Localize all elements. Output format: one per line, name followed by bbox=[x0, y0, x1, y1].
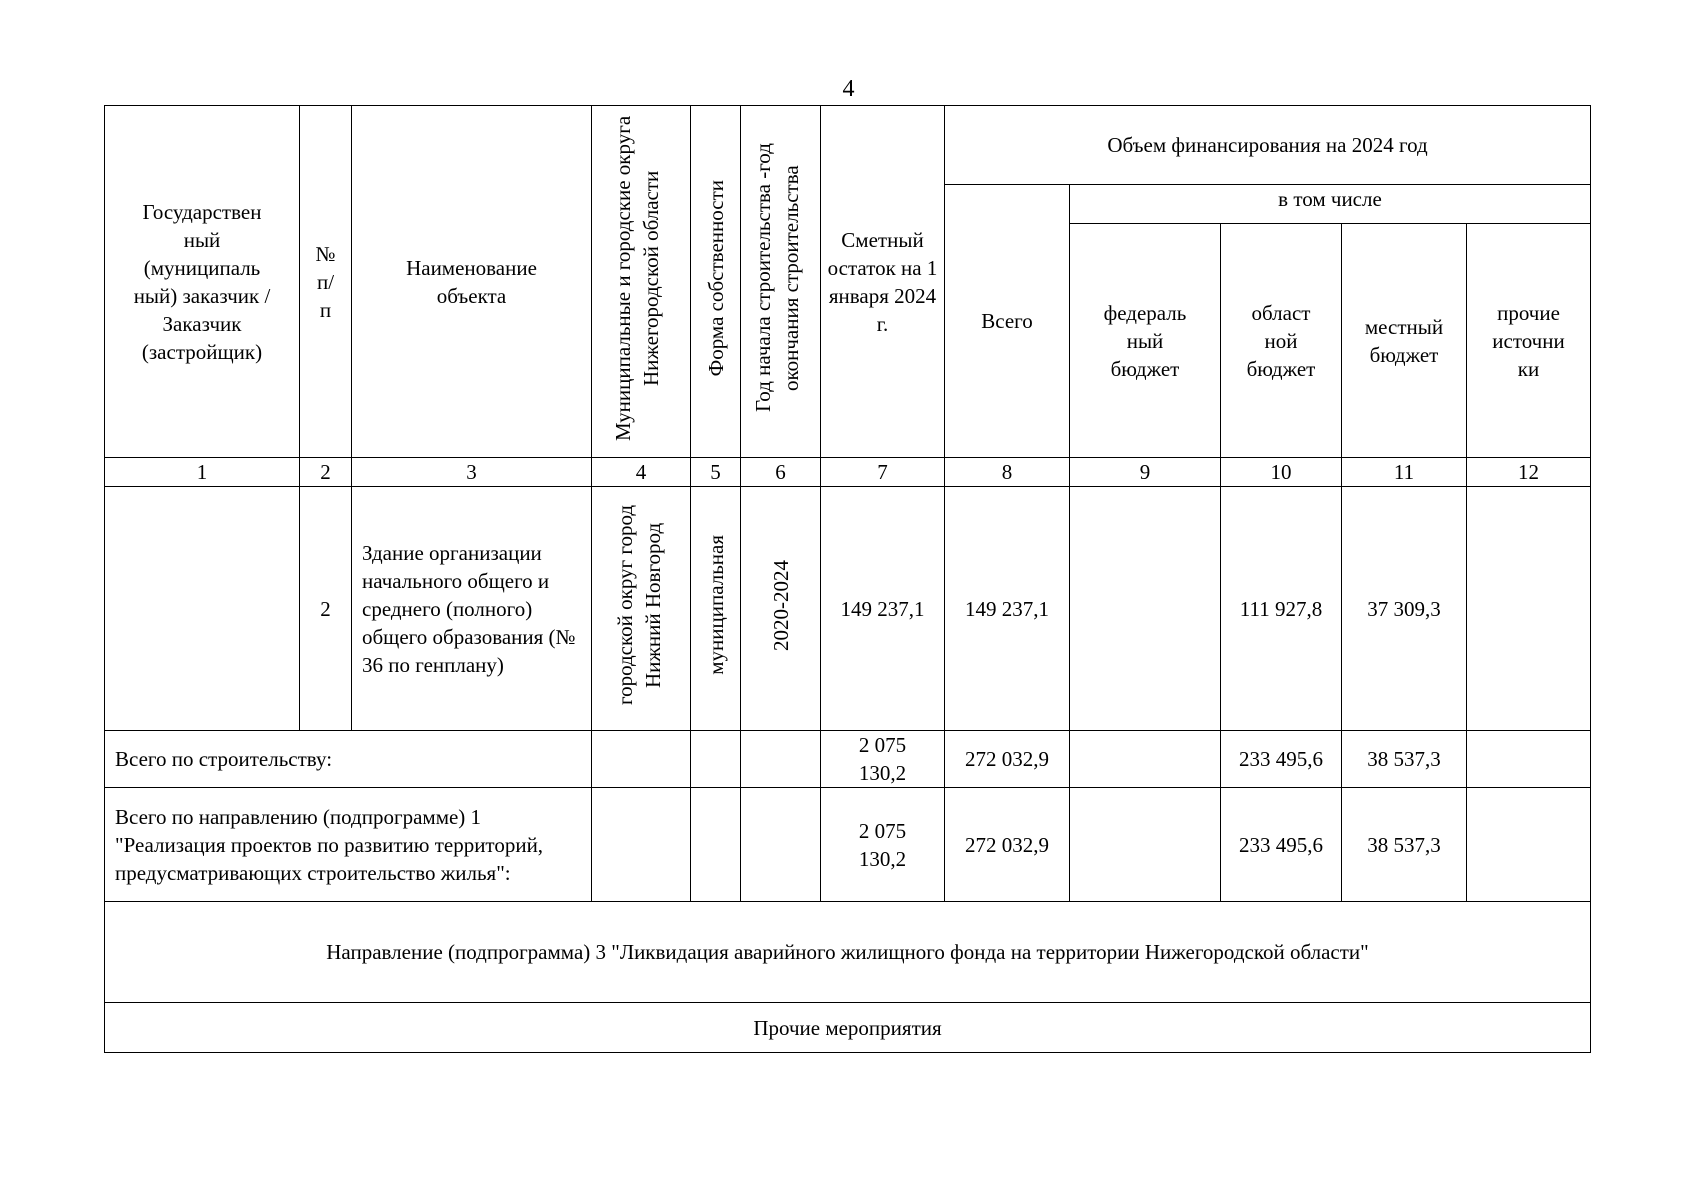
column-number: 2 bbox=[300, 458, 352, 487]
total-direction-local: 38 537,3 bbox=[1342, 788, 1467, 902]
header-federal: федераль ный бюджет bbox=[1070, 224, 1221, 458]
empty-cell bbox=[741, 731, 821, 788]
header-ownership: Форма собственности bbox=[691, 106, 741, 458]
total-construction-estimate: 2 075 130,2 bbox=[821, 731, 945, 788]
header-regional: област ной бюджет bbox=[1221, 224, 1342, 458]
header-municipal: Муниципальные и городские округа Нижегородской области bbox=[592, 106, 691, 458]
header-including: в том числе bbox=[1070, 185, 1591, 224]
row-other bbox=[1467, 487, 1591, 731]
row-federal bbox=[1070, 487, 1221, 731]
total-construction-local: 38 537,3 bbox=[1342, 731, 1467, 788]
header-total: Всего bbox=[945, 185, 1070, 458]
column-number: 5 bbox=[691, 458, 741, 487]
total-direction-row bbox=[105, 788, 1591, 902]
header-customer: Государствен ный (муниципаль ный) заказчик / Заказчик (застройщик) bbox=[105, 106, 300, 458]
row-municipal: городской округ город Нижний Новгород bbox=[592, 487, 691, 731]
total-direction-total: 272 032,9 bbox=[945, 788, 1070, 902]
direction-3-row bbox=[105, 902, 1591, 1003]
empty-cell bbox=[592, 788, 691, 902]
total-construction-regional: 233 495,6 bbox=[1221, 731, 1342, 788]
header-years: Год начала строительства -год окончания строительства bbox=[741, 106, 821, 458]
header-object-name: Наименование объекта bbox=[352, 106, 592, 458]
total-construction-row bbox=[105, 731, 1591, 788]
column-number: 7 bbox=[821, 458, 945, 487]
column-number: 11 bbox=[1342, 458, 1467, 487]
row-ownership: муниципальная bbox=[691, 487, 741, 731]
row-regional: 111 927,8 bbox=[1221, 487, 1342, 731]
header-estimate: Сметный остаток на 1 января 2024 г. bbox=[821, 106, 945, 458]
column-number: 10 bbox=[1221, 458, 1342, 487]
financing-table bbox=[104, 105, 1591, 1053]
other-measures-row bbox=[105, 1003, 1591, 1053]
column-number: 6 bbox=[741, 458, 821, 487]
total-direction-label: Всего по направлению (подпрограмме) 1 "Реализация проектов по развитию территорий, предусматривающих строительство жилья": bbox=[105, 788, 592, 902]
total-construction-total: 272 032,9 bbox=[945, 731, 1070, 788]
row-estimate: 149 237,1 bbox=[821, 487, 945, 731]
total-construction-other bbox=[1467, 731, 1591, 788]
total-construction-label: Всего по строительству: bbox=[105, 731, 592, 788]
header-local: местный бюджет bbox=[1342, 224, 1467, 458]
empty-cell bbox=[741, 788, 821, 902]
column-number: 12 bbox=[1467, 458, 1591, 487]
column-number: 9 bbox=[1070, 458, 1221, 487]
header-financing: Объем финансирования на 2024 год bbox=[945, 106, 1591, 185]
column-number: 1 bbox=[105, 458, 300, 487]
row-object-name: Здание организации начального общего и среднего (полного) общего образования (№ 36 по генплану) bbox=[352, 487, 592, 731]
row-total: 149 237,1 bbox=[945, 487, 1070, 731]
total-direction-other bbox=[1467, 788, 1591, 902]
row-local: 37 309,3 bbox=[1342, 487, 1467, 731]
empty-cell bbox=[592, 731, 691, 788]
table-row bbox=[105, 487, 1591, 731]
total-direction-regional: 233 495,6 bbox=[1221, 788, 1342, 902]
header-num: № п/ п bbox=[300, 106, 352, 458]
column-number: 3 bbox=[352, 458, 592, 487]
row-num: 2 bbox=[300, 487, 352, 731]
empty-cell bbox=[691, 788, 741, 902]
page-number: 4 bbox=[842, 76, 855, 102]
direction-3-heading: Направление (подпрограмма) 3 "Ликвидация аварийного жилищного фонда на территории Нижегородской области" bbox=[105, 902, 1591, 1003]
row-years: 2020-2024 bbox=[741, 487, 821, 731]
empty-cell bbox=[691, 731, 741, 788]
total-direction-estimate: 2 075 130,2 bbox=[821, 788, 945, 902]
header-other: прочие источни ки bbox=[1467, 224, 1591, 458]
row-customer bbox=[105, 487, 300, 731]
column-number: 4 bbox=[592, 458, 691, 487]
total-construction-federal bbox=[1070, 731, 1221, 788]
column-number: 8 bbox=[945, 458, 1070, 487]
total-direction-federal bbox=[1070, 788, 1221, 902]
column-numbers-row bbox=[105, 458, 1591, 487]
other-measures-heading: Прочие мероприятия bbox=[105, 1003, 1591, 1053]
